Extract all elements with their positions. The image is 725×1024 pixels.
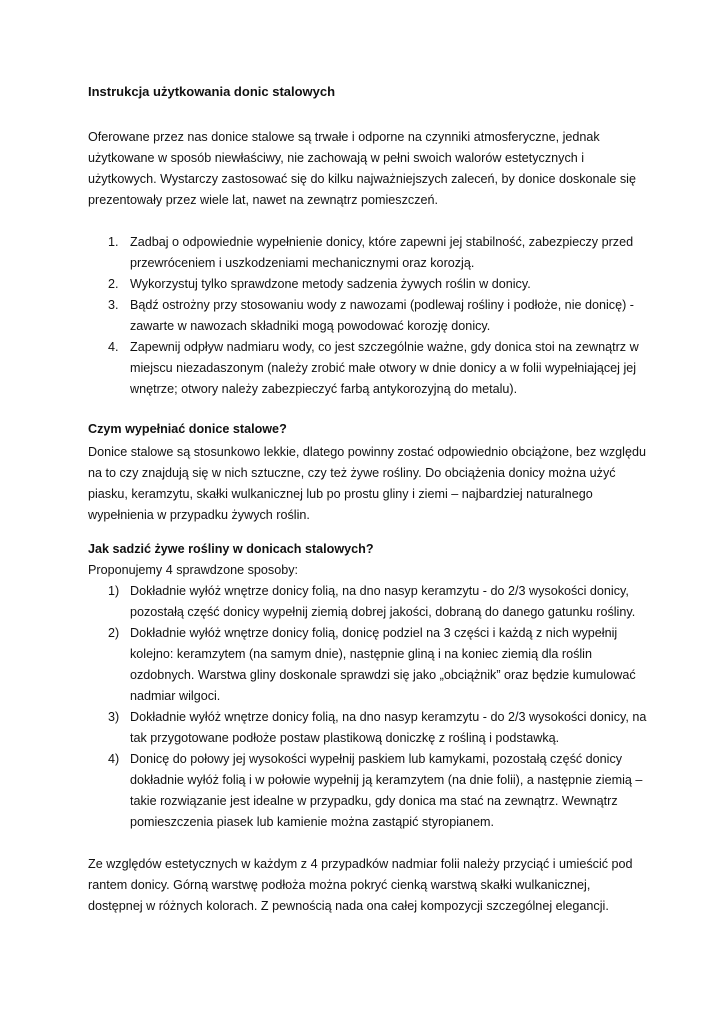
list-item-text: Donicę do połowy jej wysokości wypełnij paskiem lub kamykami, pozostałą część donicy dokładnie wyłóż folią i w połowie wypełnij ją keramzytem (na dnie folii), a następnie ziemią – takie rozwiązanie jest idealne w przypadku, gdy donica ma stać na zewnątrz. Wewnątrz pomieszczenia piasek lub kamienie można zastąpić styropianem. — [130, 752, 643, 829]
list-item — [88, 581, 648, 623]
list-number: 1. — [108, 235, 119, 249]
list-item-text: Wykorzystuj tylko sprawdzone metody sadzenia żywych roślin w donicy. — [130, 277, 531, 291]
list-number: 4. — [108, 340, 119, 354]
closing-paragraph: Ze względów estetycznych w każdym z 4 przypadków nadmiar folii należy przyciąć i umieścić pod rantem donicy. Górną warstwę podłoża można pokryć cienką warstwą skałki wulkanicznej, dostępnej w różnych kolorach. Z pewnością nada ona całej kompozycji szczególnej elegancji. — [88, 857, 633, 913]
list-number: 4) — [108, 752, 120, 766]
fill-paragraph: Donice stalowe są stosunkowo lekkie, dlatego powinny zostać odpowiednio obciążone, bez względu na to czy znajdują się w nich sztuczne, czy też żywe rośliny. Do obciążenia donicy można użyć piasku, keramzytu, skałki wulkanicznej lub po prostu gliny i ziemi – najbardziej naturalnego wypełnienia w przypadku żywych roślin. — [88, 445, 646, 522]
list-number: 2. — [108, 277, 119, 291]
list-number: 1) — [108, 584, 120, 598]
plant-heading: Jak sadzić żywe rośliny w donicach stalowych? — [88, 542, 374, 556]
list-item — [88, 623, 648, 707]
list-item — [88, 274, 648, 295]
list-item — [88, 295, 648, 337]
list-item — [88, 707, 648, 749]
list-number: 3) — [108, 710, 120, 724]
list-item-text: Dokładnie wyłóż wnętrze donicy folią, na dno nasyp keramzytu - do 2/3 wysokości donicy, na tak przygotowane podłoże postaw plastikową doniczkę z rośliną i podstawką. — [130, 710, 647, 745]
list-item-text: Dokładnie wyłóż wnętrze donicy folią, donicę podziel na 3 części i każdą z nich wypełnij kolejno: keramzytem (na samym dnie), następnie gliną i na koniec ziemią dla roślin ozdobnych. Warstwa gliny doskonale sprawdzi się jako „obciążnik” oraz będzie kumulować nadmiar wilgoci. — [130, 626, 636, 703]
list-item-text: Bądź ostrożny przy stosowaniu wody z nawozami (podlewaj rośliny i podłoże, nie donicę) - zawarte w nawozach składniki mogą powodować korozję donicy. — [130, 298, 634, 333]
fill-heading: Czym wypełniać donice stalowe? — [88, 422, 287, 436]
document-title: Instrukcja użytkowania donic stalowych — [88, 84, 336, 99]
list-item — [88, 749, 648, 833]
intro-paragraph: Oferowane przez nas donice stalowe są trwałe i odporne na czynniki atmosferyczne, jednak użytkowane w sposób niewłaściwy, nie zachowają w pełni swoich walorów estetycznych i użytkowych. Wystarczy zastosować się do kilku najważniejszych zaleceń, by donice doskonale się prezentowały przez wiele lat, nawet na zewnątrz pomieszczeń. — [88, 130, 636, 207]
list-item-text: Zapewnij odpływ nadmiaru wody, co jest szczególnie ważne, gdy donica stoi na zewnątrz w miejscu niezadaszonym (należy zrobić małe otwory w dnie donicy a w folii wypełniającej jej wnętrze; otwory należy zabezpieczyć farbą antykorozyjną do metalu). — [130, 340, 639, 396]
methods-list — [88, 581, 648, 833]
list-item-text: Zadbaj o odpowiednie wypełnienie donicy, które zapewni jej stabilność, zabezpieczy przed przewróceniem i uszkodzeniami mechanicznymi oraz korozją. — [130, 235, 634, 270]
list-item-text: Dokładnie wyłóż wnętrze donicy folią, na dno nasyp keramzytu - do 2/3 wysokości donicy, pozostałą część donicy wypełnij ziemią dobrej jakości, dobraną do danego gatunku rośliny. — [130, 584, 636, 619]
rules-list — [88, 232, 648, 400]
plant-intro: Proponujemy 4 sprawdzone sposoby: — [88, 563, 299, 577]
list-item — [88, 337, 648, 400]
list-number: 2) — [108, 626, 120, 640]
list-number: 3. — [108, 298, 119, 312]
list-item — [88, 232, 648, 274]
